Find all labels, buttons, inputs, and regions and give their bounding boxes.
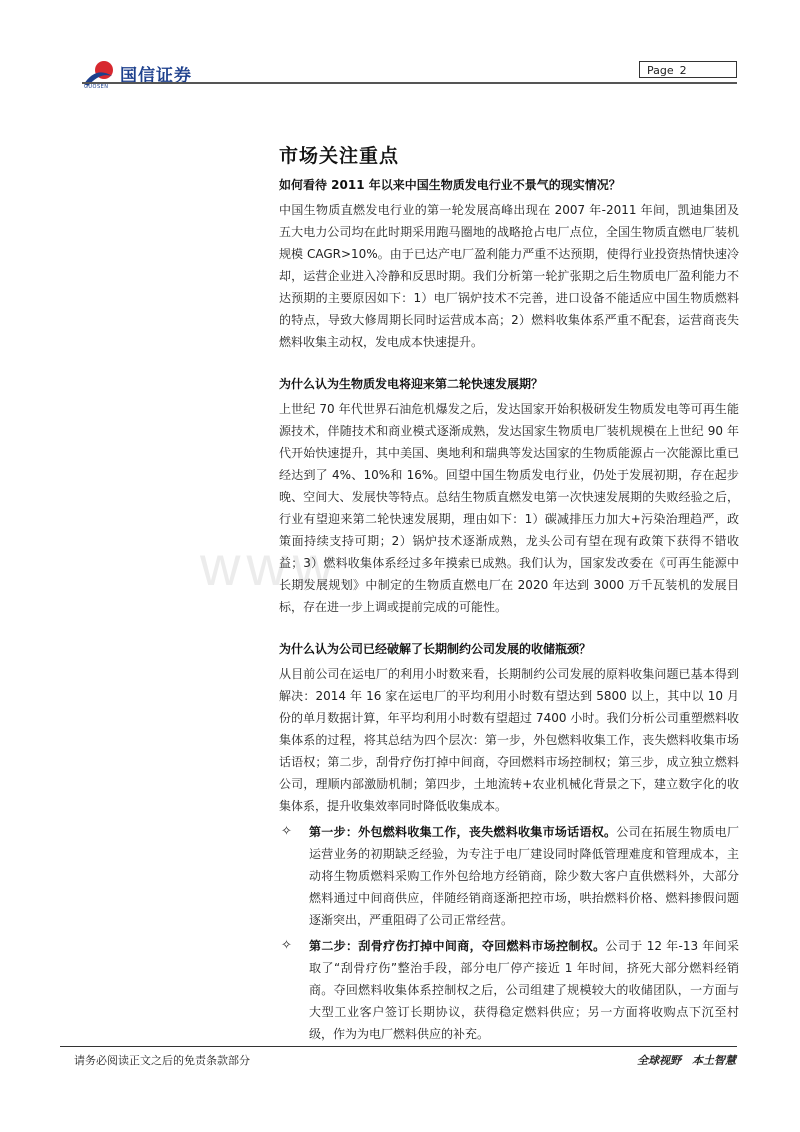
page-indicator <box>639 61 737 78</box>
bullet-lead: 第一步：外包燃料收集工作，丧失燃料收集市场话语权。 <box>309 825 617 839</box>
body-paragraph: 上世纪 70 年代世界石油危机爆发之后，发达国家开始积极研发生物质发电等可再生能源技术，伴随技术和商业模式逐渐成熟，发达国家生物质电厂装机规模在上世纪 90 年代开始快速提升，其中美国、奥地利和瑞典等发达国家的生物质能源占一次能源比重已经达到了 4%、10%和 16%。回望中国生物质发电行业，仍处于发展初期，存在起步晚、空间大、发展快等特点。总结生物质直燃发电第一次快速发展期的失败经验之后，行业有望迎来第二轮快速发展期，理由如下：1）碳减排压力加大+污染治理趋严，政策面持续支持可期；2）锅炉技术逐渐成熟，龙头公司有望在现有政策下获得不错收益；3）燃料收集体系经过多年摸索已成熟。我们认为，国家发改委在《可再生能源中长期发展规划》中制定的生物质直燃电厂在 2020 年达到 3000 万千瓦装机的发展目标，存在进一步上调或提前完成的可能性。 <box>279 402 739 614</box>
bullet-text: 公司于 12 年-13 年间采取了“刮骨疗伤”整治手段，部分电厂停产接近 1 年时间，挤死大部分燃料经销商。夺回燃料收集体系控制权之后，公司组建了规模较大的收储团队，一方面与大型工业客户签订长期协议，获得稳定燃料供应；另一方面将收购点下沉至村级，作为为电厂燃料供应的补充。 <box>309 939 739 1041</box>
question-heading: 为什么认为生物质发电将迎来第二轮快速发展期？ <box>279 377 544 391</box>
footer-disclaimer: 请务必阅读正文之后的免责条款部分 <box>74 1054 250 1067</box>
header-divider <box>82 82 737 84</box>
bullet-text: 公司在拓展生物质电厂运营业务的初期缺乏经验，为专注于电厂建设同时降低管理难度和管理成本，主动将生物质燃料采购工作外包给地方经销商，除少数大客户直供燃料外，大部分燃料通过中间商供应，伴随经销商逐渐把控市场，哄抬燃料价格、燃料掺假问题逐渐突出，严重阻碍了公司正常经营。 <box>309 825 739 927</box>
footer-slogan: 全球视野 本土智慧 <box>637 1054 736 1067</box>
body-paragraph: 从目前公司在运电厂的利用小时数来看，长期制约公司发展的原料收集问题已基本得到解决：2014 年 16 家在运电厂的平均利用小时数有望达到 5800 以上，其中以 10 月份的单月数据计算，年平均利用小时数有望超过 7400 小时。我们分析公司重塑燃料收集体系的过程，将其总结为四个层次：第一步，外包燃料收集工作，丧失燃料收集市场话语权；第二步，刮骨疗伤打掉中间商，夺回燃料市场控制权；第三步，成立独立燃料公司，理顺内部激励机制；第四步，土地流转+农业机械化背景之下，建立数字化的收集体系，提升收集效率同时降低收集成本。 <box>279 667 739 813</box>
watermark: www. <box>200 534 358 597</box>
company-logo <box>82 54 232 94</box>
bullet-item <box>279 935 739 1045</box>
diamond-bullet-icon: ✧ <box>281 824 292 839</box>
page-number: 2 <box>679 64 687 77</box>
bullet-lead: 第二步：刮骨疗伤打掉中间商，夺回燃料市场控制权。 <box>309 939 606 953</box>
section-title: 市场关注重点 <box>279 145 400 167</box>
main-content <box>279 176 739 1045</box>
bullet-item <box>279 821 739 931</box>
diamond-bullet-icon: ✧ <box>281 938 292 953</box>
page-label: Page <box>647 64 674 77</box>
body-paragraph: 中国生物质直燃发电行业的第一轮发展高峰出现在 2007 年-2011 年间，凯迪集团及五大电力公司均在此时期采用跑马圈地的战略抢占电厂点位，全国生物质直燃电厂装机规模 CAGR>10%。由于已达产电厂盈利能力严重不达预期，使得行业投资热情快速冷却，运营企业进入冷静和反思时期。我们分析第一轮扩张期之后生物质电厂盈利能力不达预期的主要原因如下：1）电厂锅炉技术不完善，进口设备不能适应中国生物质燃料的特点，导致大修周期长同时运营成本高；2）燃料收集体系严重不配套，运营商丧失燃料收集主动权，发电成本快速提升。 <box>279 203 739 349</box>
footer-divider <box>60 1046 737 1047</box>
logo-text: 国信证券 <box>120 66 192 86</box>
question-heading: 如何看待 2011 年以来中国生物质发电行业不景气的现实情况？ <box>279 178 621 192</box>
question-heading: 为什么认为公司已经破解了长期制约公司发展的收储瓶颈？ <box>279 642 592 656</box>
logo-subtext: GUOSEN <box>84 84 109 90</box>
